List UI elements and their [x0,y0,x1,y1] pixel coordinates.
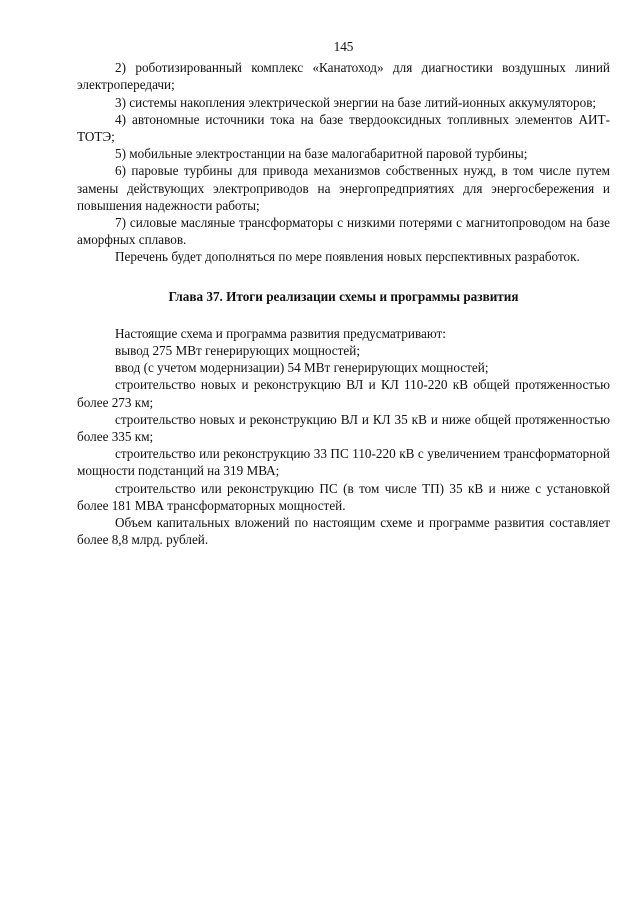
list-item: 6) паровые турбины для привода механизмов собственных нужд, в том числе путем замены действующих электроприводов на энергопредприятиях для энергосбережения и повышения надежности работы; [77,163,610,213]
document-page [77,38,610,548]
chapter-paragraph: Объем капитальных вложений по настоящим схеме и программе развития составляет более 8,8 млрд. рублей. [77,515,610,548]
chapter-title: Глава 37. Итоги реализации схемы и программы развития [168,288,519,304]
closing-paragraph: Перечень будет дополняться по мере появления новых перспективных разработок. [115,249,580,265]
chapter-paragraph: строительство новых и реконструкцию ВЛ и КЛ 35 кВ и ниже общей протяженностью более 335 км; [77,411,610,445]
page-number: 145 [333,39,354,54]
chapter-paragraph: строительство или реконструкцию ПС (в том числе ТП) 35 кВ и ниже с установкой более 181 МВА трансформаторных мощностей. [77,480,610,513]
list-item: 7) силовые масляные трансформаторы с низкими потерями с магнитопроводом на базе аморфных сплавов. [77,215,610,248]
list-item: 5) мобильные электростанции на базе малогабаритной паровой турбины; [115,146,528,162]
chapter-paragraph: строительство или реконструкцию 33 ПС 110-220 кВ с увеличением трансформаторной мощности подстанций на 319 МВА; [77,446,610,479]
chapter-paragraph: Настоящие схема и программа развития предусматривают: [115,325,446,341]
chapter-paragraph: ввод (с учетом модернизации) 54 МВт генерирующих мощностей; [115,360,489,376]
list-item: 2) роботизированный комплекс «Канатоход» для диагностики воздушных линий электропередачи; [77,60,610,93]
list-item: 4) автономные источники тока на базе твердооксидных топливных элементов АИТ-ТОТЭ; [77,111,610,145]
list-item: 3) системы накопления электрической энергии на базе литий-ионных аккумуляторов; [115,94,597,110]
chapter-paragraph: строительство новых и реконструкцию ВЛ и КЛ 110-220 кВ общей протяженностью более 273 км; [77,377,610,410]
chapter-paragraph: вывод 275 МВт генерирующих мощностей; [115,343,360,359]
